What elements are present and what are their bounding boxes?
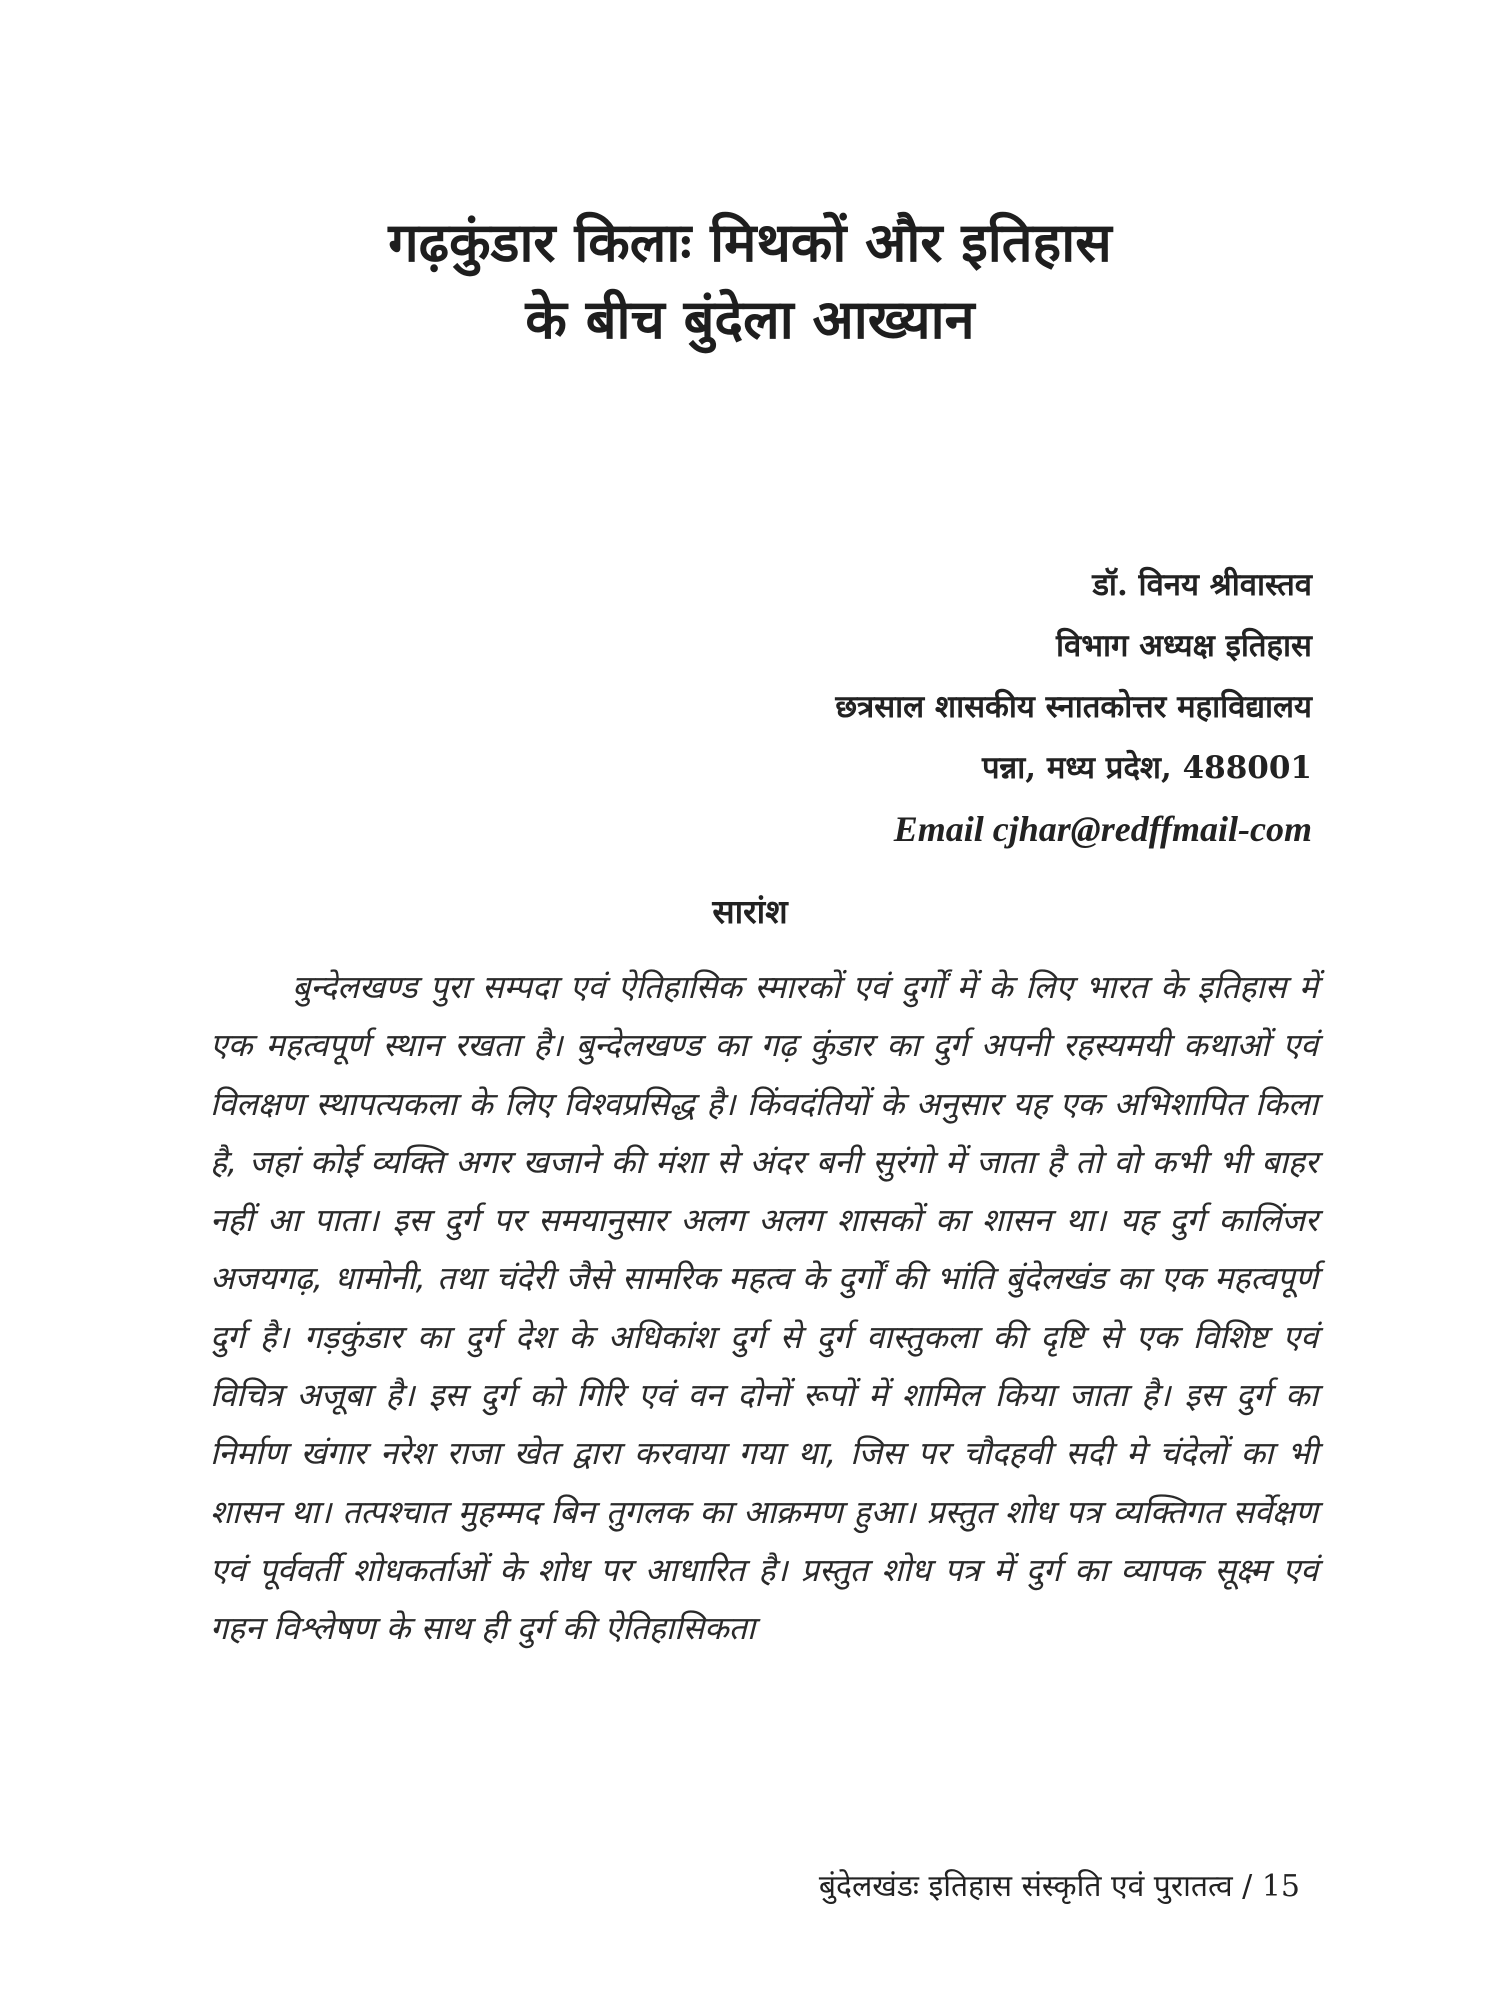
abstract-body: बुन्देलखण्ड पुरा सम्पदा एवं ऐतिहासिक स्मारकों एवं दुर्गों में के लिए भारत के इतिहास में एक महत्वपूर्ण स्थान रखता है। बुन्देलखण्ड का गढ़ कुंडार का दुर्ग अपनी रहस्यमयी कथाओं एवं विलक्षण स्थापत्यकला के लिए विश्वप्रसिद्ध है। किंवदंतियों के अनुसार यह एक अभिशापित किला है, जहां कोई व्यक्ति अगर खजाने की मंशा से अंदर बनी सुरंगो में जाता है तो वो कभी भी बाहर नहीं आ पाता। इस दुर्ग पर समयानुसार अलग अलग शासकों का शासन था। यह दुर्ग कालिंजर अजयगढ़, धामोनी, तथा चंदेरी जैसे सामरिक महत्व के दुर्गों की भांति बुंदेलखंड का एक महत्वपूर्ण दुर्ग है। गड़कुंडार का दुर्ग देश के अधिकांश दुर्ग से दुर्ग वास्तुकला की दृष्टि से एक विशिष्ट एवं विचित्र अजूबा है। इस दुर्ग को गिरि एवं वन दोनों रूपों में शामिल किया जाता है। इस दुर्ग का निर्माण खंगार नरेश राजा खेत द्वारा करवाया गया था, जिस पर चौदहवी सदी मे चंदेलों का भी शासन था। तत्पश्चात मुहम्मद बिन तुगलक का आक्रमण हुआ। प्रस्तुत शोध पत्र व्यक्तिगत सर्वेक्षण एवं पूर्ववर्ती शोधकर्ताओं के शोध पर आधारित है। प्रस्तुत शोध पत्र में दुर्ग का व्यापक सूक्ष्म एवं गहन विश्लेषण के साथ ही दुर्ग की ऐतिहासिकता xyxy=(210,968,1318,1648)
author-address: पन्ना, मध्य प्रदेश, 488001 xyxy=(981,750,1312,786)
author-email: Email cjhar@redffmail-com xyxy=(893,809,1312,849)
paper-title xyxy=(0,205,1500,358)
paper-title-line-1: गढ़कुंडार किलाः मिथकों और इतिहास xyxy=(388,211,1112,274)
author-name: डॉ. विनय श्रीवास्तव xyxy=(1092,567,1312,603)
paper-title-line-2: के बीच बुंदेला आख्यान xyxy=(525,287,975,351)
journal-name: बुंदेलखंडः इतिहास संस्कृति एवं पुरातत्व xyxy=(818,1869,1233,1904)
page-footer xyxy=(819,1864,1300,1905)
page-number: 15 xyxy=(1261,1869,1300,1904)
author-block xyxy=(835,555,1312,860)
abstract-heading: सारांश xyxy=(712,892,788,931)
author-designation: विभाग अध्यक्ष इतिहास xyxy=(1055,628,1312,664)
footer-separator: / xyxy=(1232,1869,1262,1904)
author-institution: छत्रसाल शासकीय स्नातकोत्तर महाविद्यालय xyxy=(835,689,1312,725)
